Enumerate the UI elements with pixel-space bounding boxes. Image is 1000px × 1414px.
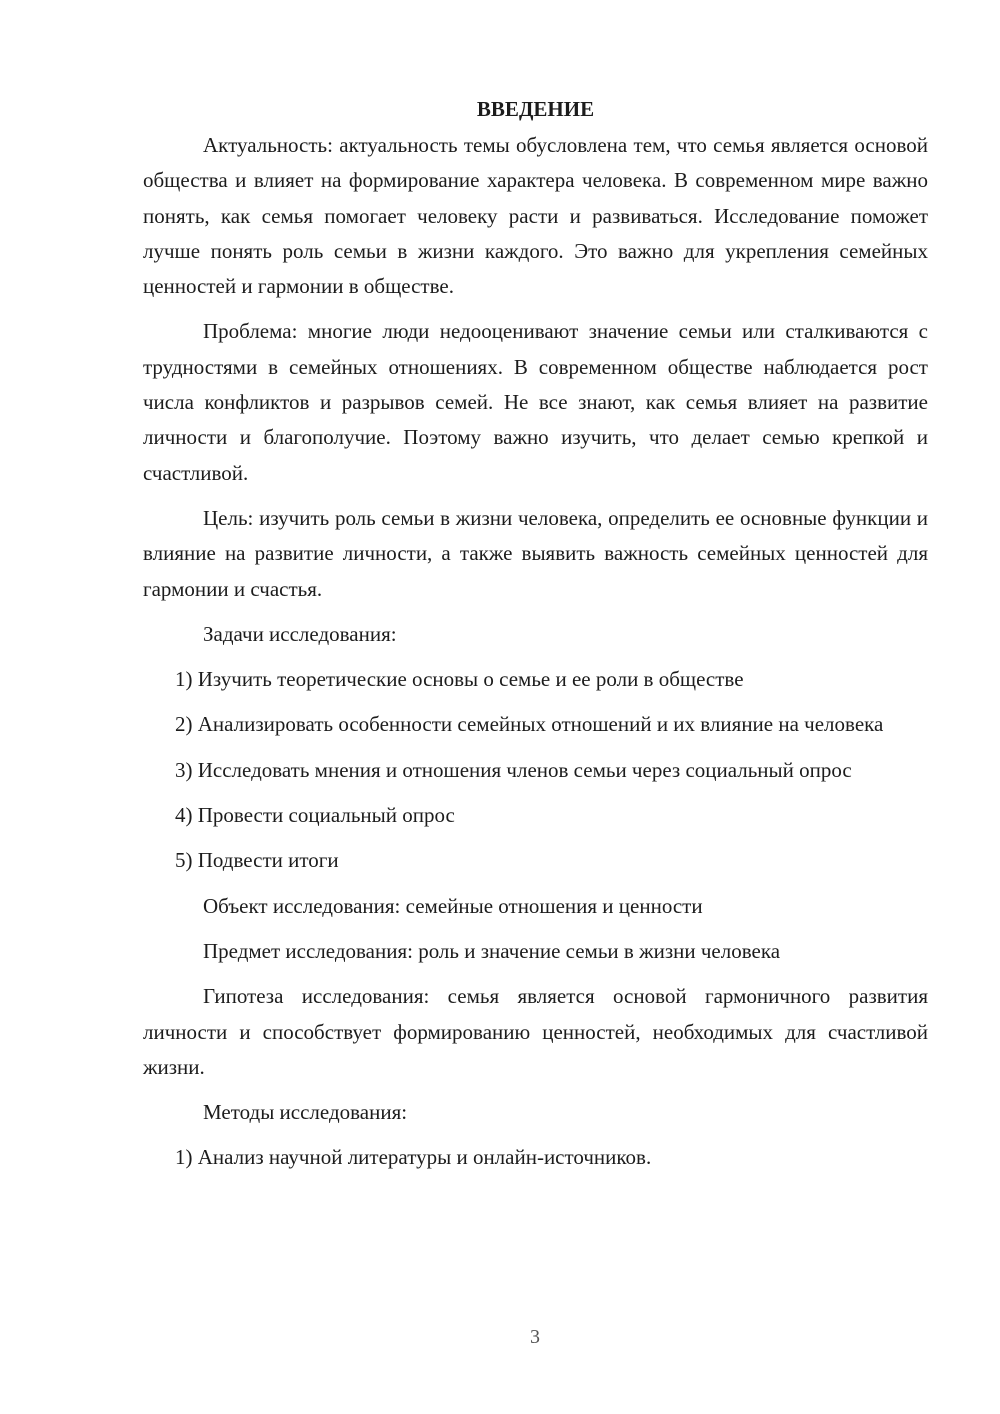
task-item: 5) Подвести итоги (175, 848, 339, 873)
task-item: 4) Провести социальный опрос (175, 803, 455, 828)
goal-paragraph: Цель: изучить роль семьи в жизни человека, определить ее основные функции и влияние на развитие личности, а также выявить важность семейных ценностей для гармонии и счастья. (143, 505, 928, 601)
task-item: 1) Изучить теоретические основы о семье и ее роли в обществе (175, 667, 744, 692)
tasks-heading: Задачи исследования: (203, 621, 397, 646)
page-number: 3 (530, 1326, 540, 1348)
document-page (143, 92, 928, 1186)
task-item: 2) Анализировать особенности семейных отношений и их влияние на человека (175, 712, 884, 737)
object-paragraph: Объект исследования: семейные отношения и ценности (203, 893, 703, 918)
relevance-paragraph: Актуальность: актуальность темы обусловлена тем, что семья является основой общества и влияет на формирование характера человека. В современном мире важно понять, как семья помогает человеку расти и развиваться. Исследование поможет лучше понять роль семьи в жизни каждого. Это важно для укрепления семейных ценностей и гармонии в обществе. (143, 133, 928, 299)
subject-paragraph: Предмет исследования: роль и значение семьи в жизни человека (203, 938, 781, 963)
method-item: 1) Анализ научной литературы и онлайн-источников. (175, 1145, 652, 1170)
problem-paragraph: Проблема: многие люди недооценивают значение семьи или сталкиваются с трудностями в семейных отношениях. В современном обществе наблюдается рост числа конфликтов и разрывов семей. Не все знают, как семья влияет на развитие личности и благополучие. Поэтому важно изучить, что делает семью крепкой и счастливой. (143, 319, 928, 485)
hypothesis-paragraph: Гипотеза исследования: семья является основой гармоничного развития личности и способствует формированию ценностей, необходимых для счастливой жизни. (143, 984, 928, 1079)
section-title: ВВЕДЕНИЕ (476, 97, 595, 121)
task-item: 3) Исследовать мнения и отношения членов семьи через социальный опрос (175, 757, 852, 782)
methods-heading: Методы исследования: (203, 1100, 408, 1125)
